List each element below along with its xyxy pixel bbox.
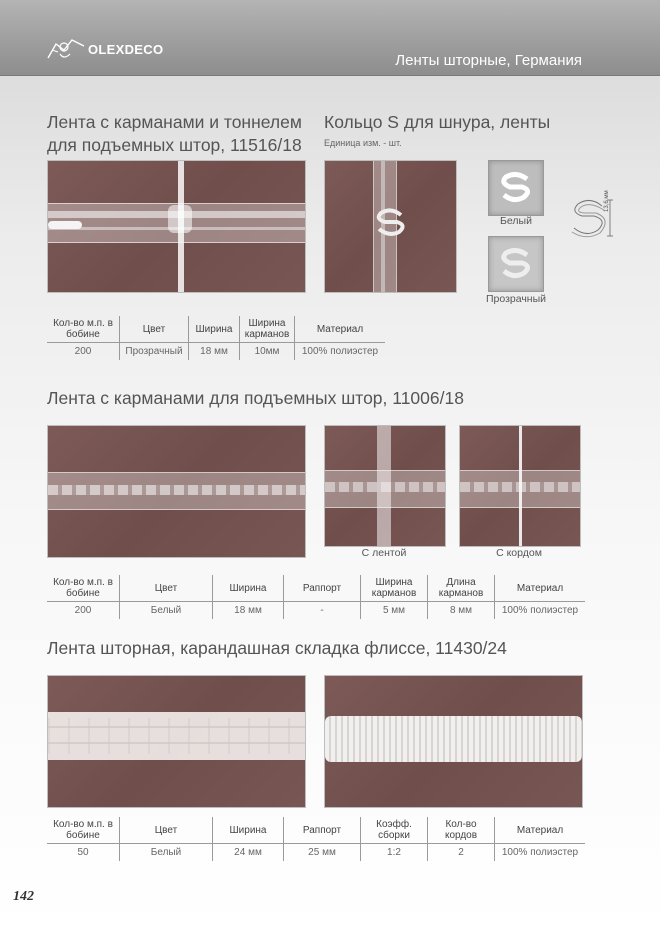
col-header-quantity: Кол-во м.п. в бобине [47, 316, 120, 343]
page-header [0, 0, 660, 76]
cell-quantity: 200 [74, 605, 92, 616]
col-header-material: Материал [295, 316, 386, 343]
header-title: Ленты шторные, Германия [395, 52, 582, 69]
cell-color: Белый [120, 844, 213, 862]
cell-material: 100% полиэстер [495, 844, 586, 862]
section1-title-line2: для подъемных штор, 11516/18 [47, 135, 302, 155]
cell-material: 100% полиэстер [495, 602, 586, 620]
col-header-width: Ширина [213, 575, 284, 602]
section2-title: Лента с карманами для подъемных штор, 11006/18 [47, 388, 464, 408]
col-header-repeat: Раппорт [284, 575, 361, 602]
page-number: 142 [13, 889, 34, 904]
col-header-width: Ширина [213, 817, 284, 844]
table-row [47, 343, 385, 361]
cell-width: 18 мм [213, 602, 284, 620]
table-row [47, 844, 585, 862]
cell-pocket-width: 5 мм [361, 602, 428, 620]
section1-title-line1: Лента с карманами и тоннелем [47, 112, 302, 132]
cell-width: 24 мм [213, 844, 284, 862]
cell-quantity: 200 [74, 346, 92, 357]
ring-unit-label: Единица изм. - шт. [324, 138, 402, 148]
col-header-pocket-length: Длина карманов [428, 575, 495, 602]
section1-spec-table [47, 316, 385, 360]
cell-repeat: 25 мм [284, 844, 361, 862]
col-header-pocket-width: Ширина карманов [240, 316, 295, 343]
col-header-quantity: Кол-во м.п. в бобине [47, 817, 120, 844]
col-header-color: Цвет [120, 817, 213, 844]
cell-width: 18 мм [189, 343, 240, 361]
section3-gathered-photo [324, 675, 583, 808]
cell-repeat: - [284, 602, 361, 620]
table-row [47, 602, 585, 620]
cell-color: Прозрачный [120, 343, 189, 361]
col-header-quantity: Кол-во м.п. в бобине [47, 575, 120, 602]
caption-with-cord: С кордом [496, 547, 542, 559]
col-header-gather-ratio: Коэфф. сборки [361, 817, 428, 844]
cell-color: Белый [120, 602, 213, 620]
ring-clear-label: Прозрачный [485, 293, 547, 305]
section2-ribbon-photo [324, 425, 446, 547]
cell-quantity: 50 [77, 847, 89, 858]
s-ring-dimension-drawing [566, 192, 618, 244]
section2-cord-photo [459, 425, 581, 547]
section1-title [47, 111, 302, 157]
ring-dimension-label: 13,6 мм [604, 190, 610, 212]
cell-material: 100% полиэстер [295, 343, 386, 361]
cell-gather-ratio: 1:2 [361, 844, 428, 862]
section3-title: Лента шторная, карандашная складка флиссе, 11430/24 [47, 638, 507, 658]
ring-white-thumbnail [488, 160, 544, 216]
section2-spec-table [47, 575, 585, 619]
ring-white-label: Белый [500, 215, 532, 227]
s-ring-white-icon [489, 161, 543, 215]
section3-product-photo [47, 675, 306, 808]
col-header-color: Цвет [120, 575, 213, 602]
col-header-pocket-width: Ширина карманов [361, 575, 428, 602]
ring-clear-thumbnail [488, 236, 544, 292]
col-header-width: Ширина [189, 316, 240, 343]
cell-pocket-length: 8 мм [428, 602, 495, 620]
cell-pocket-width: 10мм [240, 343, 295, 361]
brand-name: OLEXDECO [88, 41, 164, 57]
logo-figure-icon [46, 36, 86, 62]
col-header-repeat: Раппорт [284, 817, 361, 844]
col-header-material: Материал [495, 817, 586, 844]
caption-with-ribbon: С лентой [361, 547, 407, 559]
s-ring-icon [371, 207, 411, 237]
section2-product-photo [47, 425, 306, 558]
cell-cord-count: 2 [428, 844, 495, 862]
section3-spec-table [47, 817, 585, 861]
ring-section-title: Кольцо S для шнура, ленты [324, 112, 551, 132]
brand-logo [46, 36, 163, 62]
col-header-material: Материал [495, 575, 586, 602]
ring-product-photo [324, 160, 457, 293]
s-ring-clear-icon [489, 237, 543, 291]
col-header-color: Цвет [120, 316, 189, 343]
col-header-cord-count: Кол-во кордов [428, 817, 495, 844]
section1-product-photo [47, 160, 306, 293]
